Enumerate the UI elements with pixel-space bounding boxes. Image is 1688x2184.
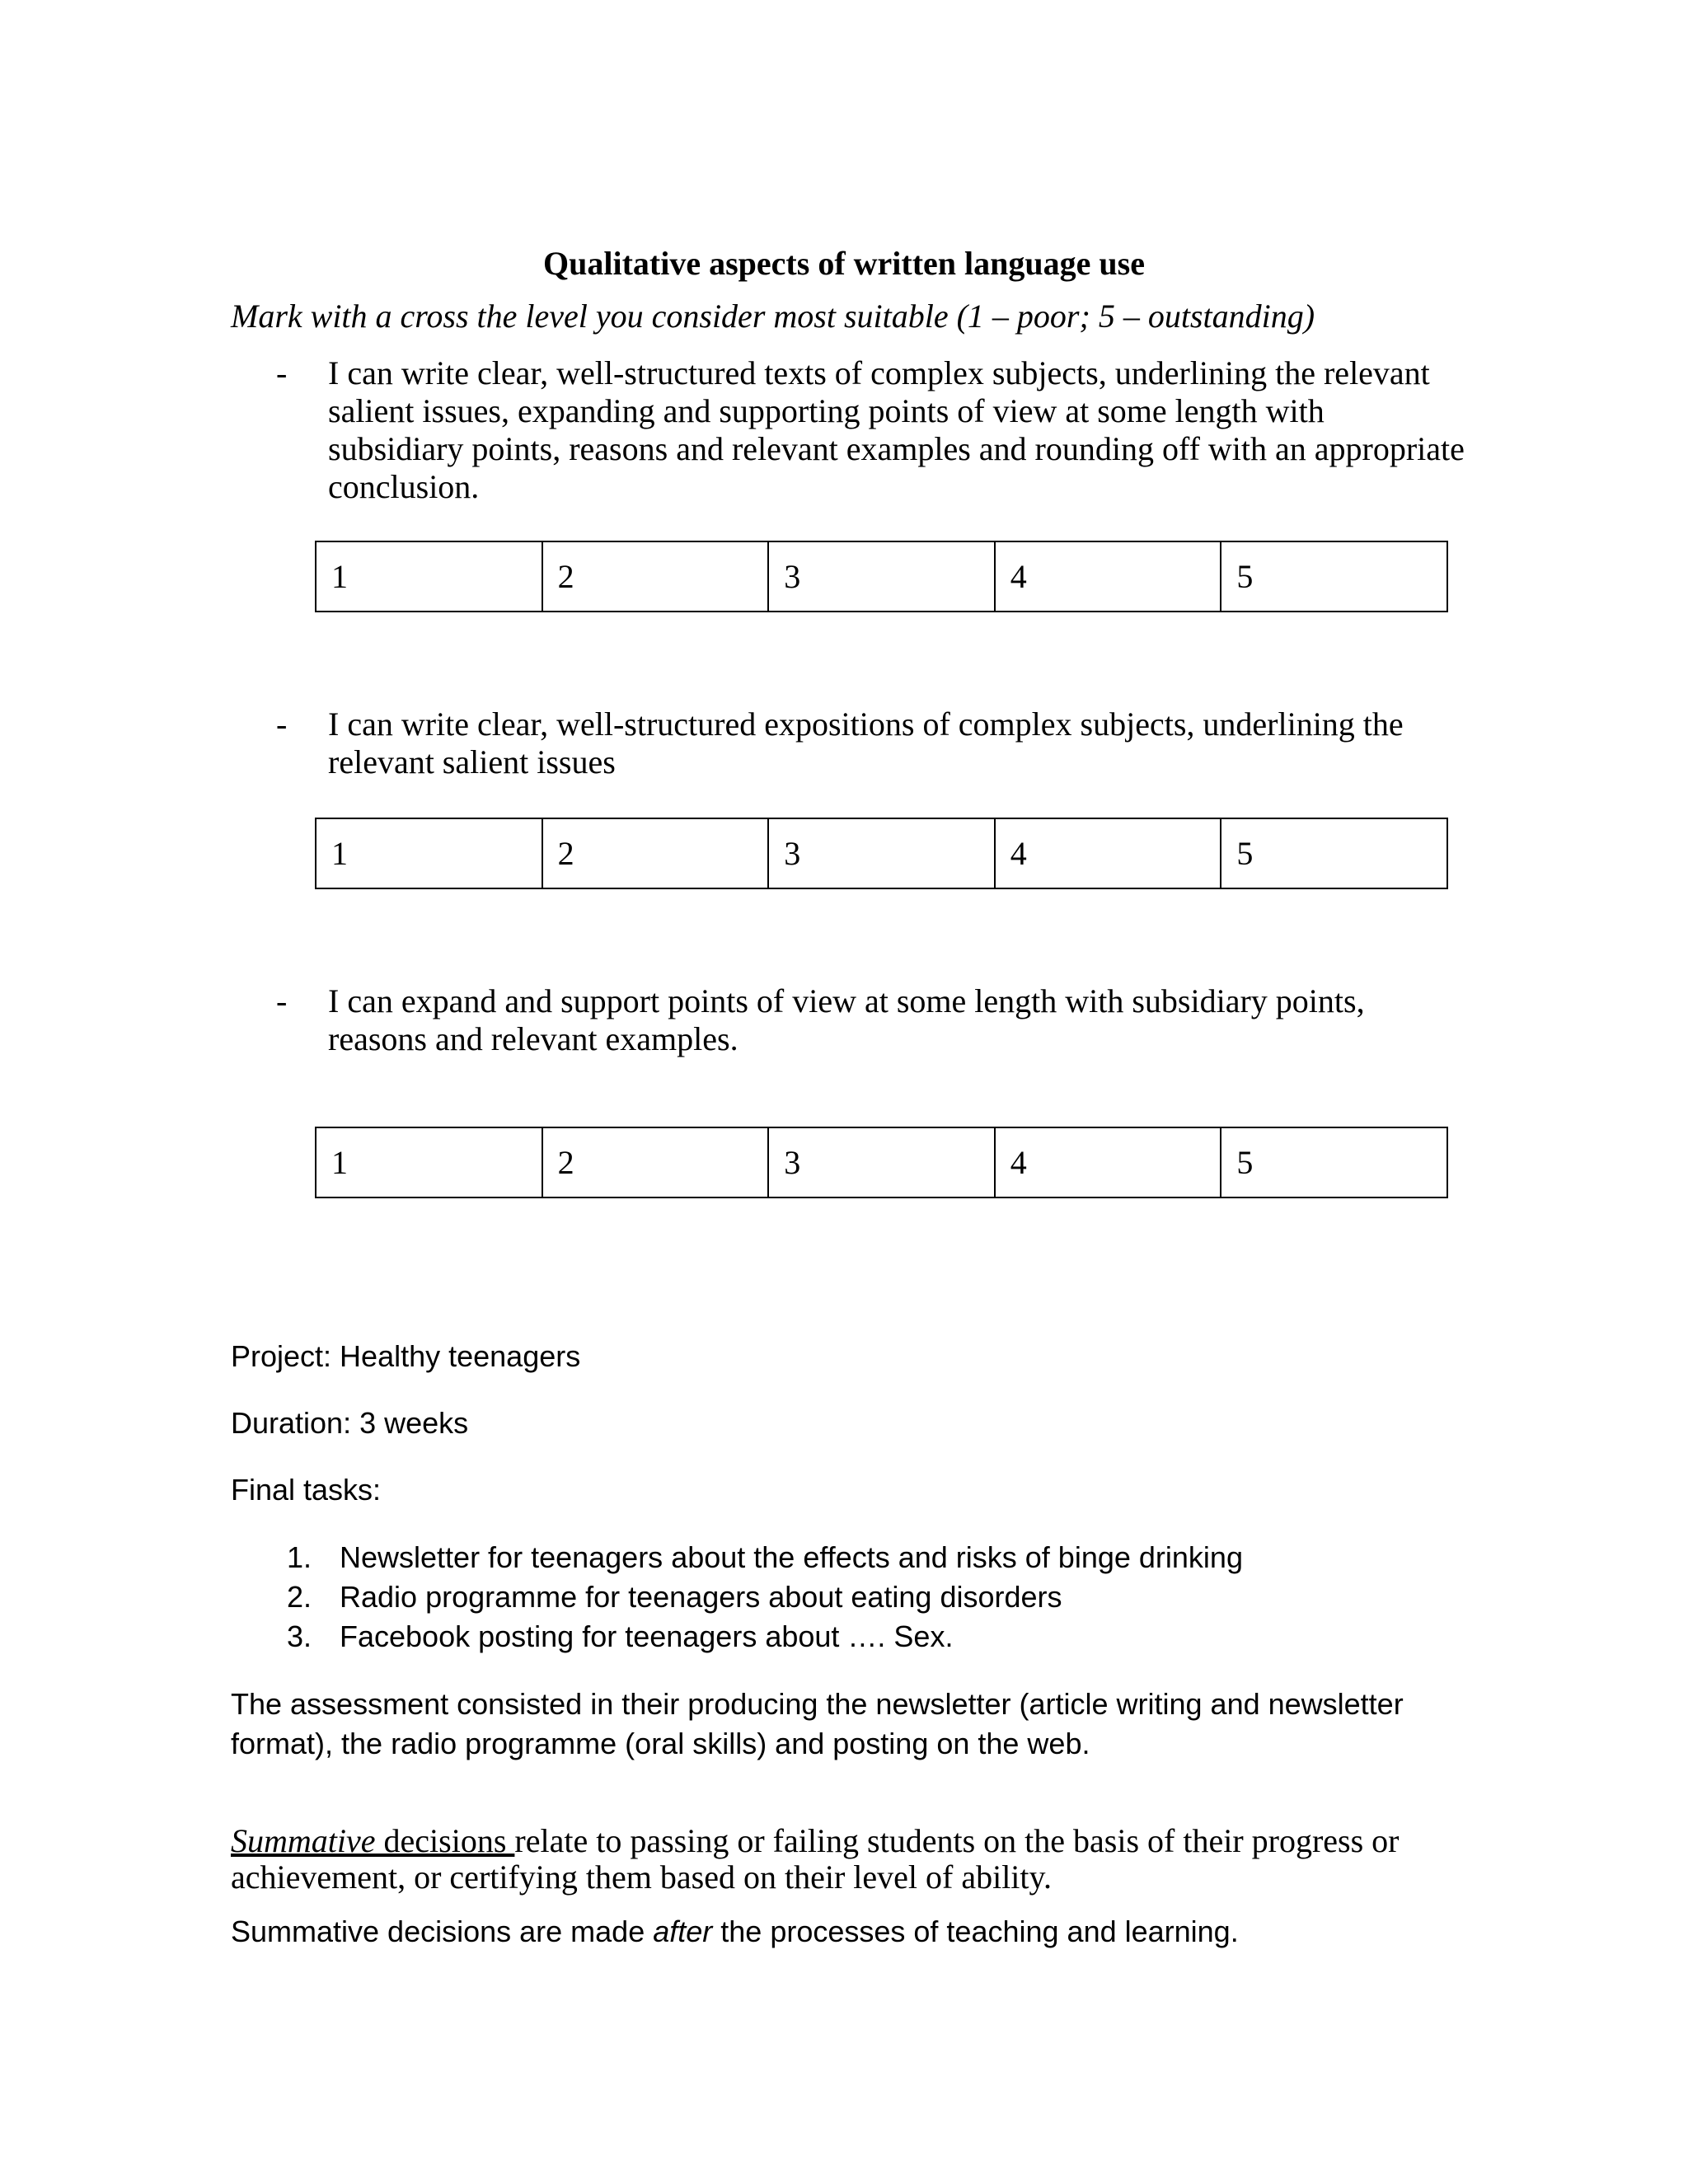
rating-scale-1 bbox=[315, 541, 1448, 612]
rating-scale-3 bbox=[315, 1127, 1448, 1198]
rating-2-option-5[interactable]: 5 bbox=[1221, 818, 1447, 888]
final-tasks-label: Final tasks: bbox=[231, 1473, 382, 1507]
item-2-text: I can write clear, well-structured expositions of complex subjects, underlining the relevant salient issues bbox=[328, 705, 1404, 780]
summative-after-paragraph: Summative decisions are made after the processes of teaching and learning. bbox=[231, 1915, 1239, 1948]
instruction-text: Mark with a cross the level you consider most suitable (1 – poor; 5 – outstanding) bbox=[231, 298, 1315, 335]
item-3-text: I can expand and support points of view at some length with subsidiary points, reasons and relevant examples. bbox=[328, 982, 1365, 1057]
rating-2-option-4[interactable]: 4 bbox=[995, 818, 1221, 888]
rating-2-option-3[interactable]: 3 bbox=[768, 818, 995, 888]
rating-3-option-1[interactable]: 1 bbox=[316, 1127, 542, 1197]
task-2-number: 2. bbox=[286, 1580, 312, 1614]
rating-1-option-4[interactable]: 4 bbox=[995, 541, 1221, 612]
rating-1-option-1[interactable]: 1 bbox=[316, 541, 542, 612]
task-1-number: 1. bbox=[286, 1540, 312, 1574]
rating-2-option-1[interactable]: 1 bbox=[316, 818, 542, 888]
rating-3-option-5[interactable]: 5 bbox=[1221, 1127, 1447, 1197]
rating-scale-2 bbox=[315, 818, 1448, 889]
item-2-bullet: - bbox=[276, 705, 288, 743]
item-3-bullet: - bbox=[276, 982, 288, 1019]
summative-paragraph: Summative decisions relate to passing or failing students on the basis of their progress or achievement, or certifying them based on their level of ability. bbox=[231, 1822, 1400, 1896]
rating-3-option-3[interactable]: 3 bbox=[768, 1127, 995, 1197]
task-3-text: Facebook posting for teenagers about …. Sex. bbox=[340, 1619, 954, 1653]
assessment-paragraph: The assessment consisted in their producing the newsletter (article writing and newsletter format), the radio programme (oral skills) and posting on the web. bbox=[231, 1687, 1404, 1760]
summative-term: Summative decisions bbox=[231, 1822, 515, 1859]
project-duration: Duration: 3 weeks bbox=[231, 1406, 469, 1440]
item-1-text: I can write clear, well-structured texts of complex subjects, underlining the relevant salient issues, expanding and supporting points of view at some length with subsidiary points, reasons and relevant examples and rounding off with an appropriate conclusion. bbox=[328, 354, 1465, 505]
task-1-text: Newsletter for teenagers about the effects and risks of binge drinking bbox=[340, 1540, 1243, 1574]
task-2-text: Radio programme for teenagers about eating disorders bbox=[340, 1580, 1062, 1614]
rating-3-option-2[interactable]: 2 bbox=[542, 1127, 769, 1197]
rating-2-option-2[interactable]: 2 bbox=[542, 818, 769, 888]
item-1-bullet: - bbox=[276, 354, 288, 391]
document-title: Qualitative aspects of written language use bbox=[543, 245, 1145, 282]
rating-1-option-2[interactable]: 2 bbox=[542, 541, 769, 612]
task-3-number: 3. bbox=[286, 1619, 312, 1653]
rating-1-option-5[interactable]: 5 bbox=[1221, 541, 1447, 612]
rating-3-option-4[interactable]: 4 bbox=[995, 1127, 1221, 1197]
project-title: Project: Healthy teenagers bbox=[231, 1339, 581, 1373]
rating-1-option-3[interactable]: 3 bbox=[768, 541, 995, 612]
